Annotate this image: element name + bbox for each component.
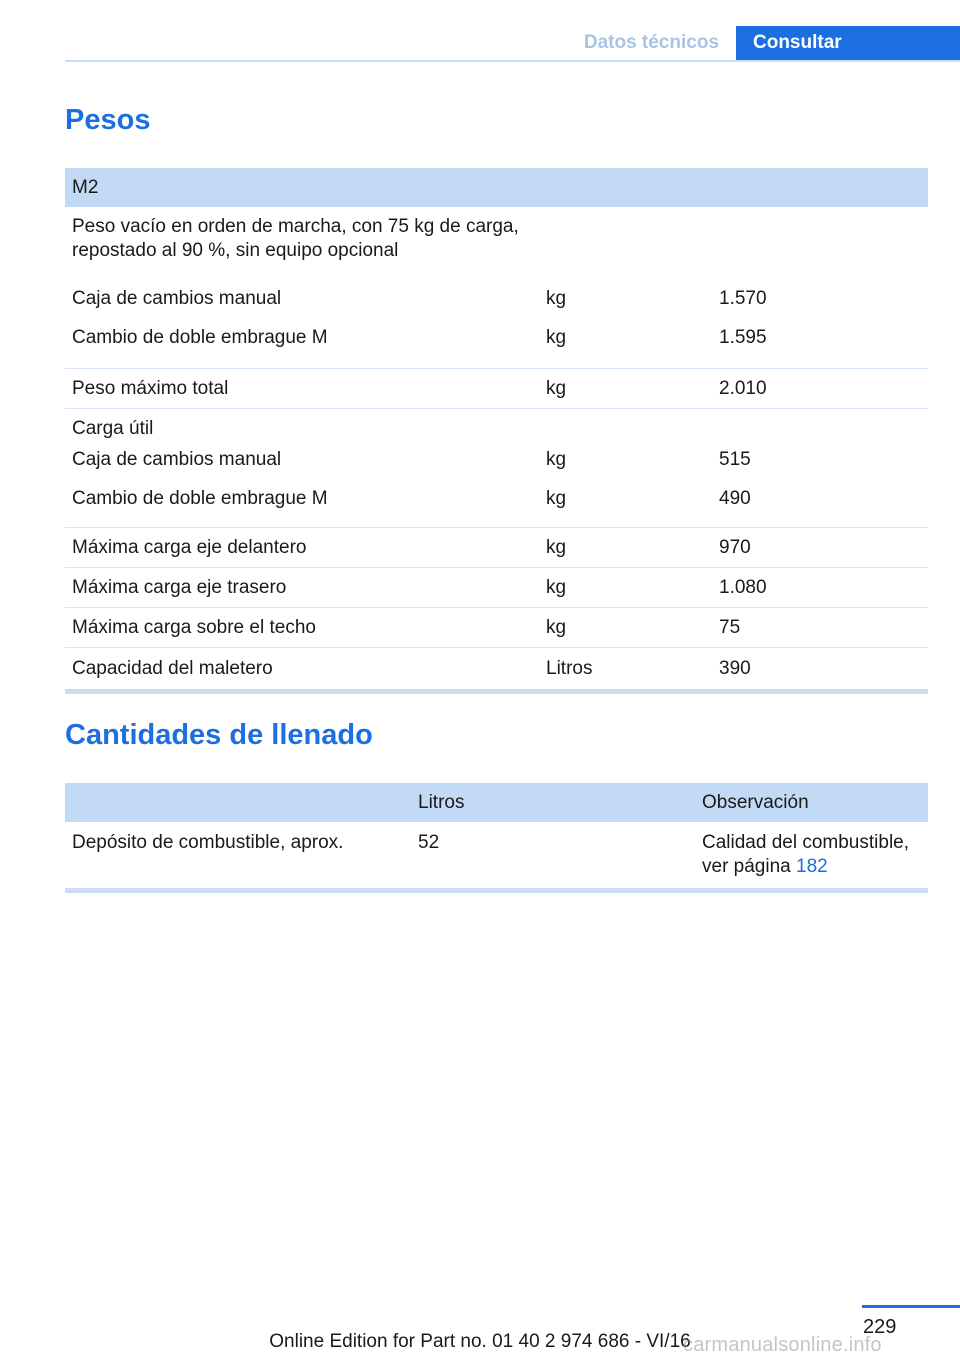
row-value: 515 — [719, 449, 751, 470]
row-value: 490 — [712, 487, 928, 527]
row-unit: Litros — [539, 647, 712, 691]
row-value: 2.010 — [712, 368, 928, 408]
row-label: Máxima carga sobre el techo — [65, 607, 539, 647]
col-header-litros: Litros — [411, 783, 695, 822]
pesos-header-row — [65, 168, 928, 207]
row-unit: kg — [539, 527, 712, 567]
row-unit: kg — [546, 288, 567, 309]
table-row — [65, 487, 928, 527]
row-label: Cambio de doble embrague M — [65, 326, 539, 368]
table-row — [65, 822, 928, 890]
table-row — [65, 368, 928, 408]
table-row — [65, 207, 928, 287]
table-row — [65, 607, 928, 647]
header-divider — [65, 60, 960, 62]
row-unit: kg — [539, 567, 712, 607]
row-label: Caja de cambios manual — [72, 449, 282, 470]
row-label: Caja de cambios manual — [72, 288, 282, 309]
table-row — [65, 567, 928, 607]
row-unit: kg — [539, 487, 712, 527]
row-unit: kg — [539, 607, 712, 647]
cantidades-heading: Cantidades de llenado — [65, 719, 373, 751]
watermark: carmanualsonline.info — [683, 1334, 882, 1356]
edition-footer: Online Edition for Part no. 01 40 2 974 686 - VI/16 — [269, 1331, 691, 1352]
header-section-title: Datos técnicos — [583, 32, 719, 53]
col-header-observacion: Observación — [695, 783, 928, 822]
cantidades-header-row — [65, 783, 928, 822]
row-label: Peso máximo total — [65, 368, 539, 408]
row-label: Máxima carga eje trasero — [65, 567, 539, 607]
row-value: 1.570 — [719, 288, 767, 309]
row-unit: kg — [539, 326, 712, 368]
row-value: 390 — [712, 647, 928, 691]
row-label: Cambio de doble embrague M — [65, 487, 539, 527]
row-observation — [695, 822, 928, 890]
pesos-model: M2 — [65, 168, 539, 207]
page-link[interactable]: 182 — [796, 856, 828, 877]
row-value: 75 — [712, 607, 928, 647]
table-row — [65, 448, 928, 487]
observation-text: Calidad del combustible, ver página — [702, 832, 910, 877]
row-value: 970 — [712, 527, 928, 567]
cantidades-table — [65, 783, 928, 893]
pesos-heading: Pesos — [65, 104, 151, 136]
row-label: Carga útil — [72, 417, 154, 439]
table-row — [65, 647, 928, 691]
row-value: 1.080 — [712, 567, 928, 607]
header-tab-consultar[interactable]: Consultar — [736, 26, 960, 60]
page-number: 229 — [863, 1316, 897, 1338]
table-row — [65, 408, 928, 448]
row-label: Depósito de combustible, aprox. — [65, 822, 411, 890]
page-number-rule — [862, 1305, 960, 1308]
table-row — [65, 287, 928, 326]
table-row — [65, 527, 928, 567]
row-value: 1.595 — [712, 326, 928, 368]
row-label: Máxima carga eje delantero — [65, 527, 539, 567]
row-label: Peso vacío en orden de marcha, con 75 kg de carga, repostado al 90 %, sin equipo opcional — [72, 216, 519, 261]
table-row — [65, 326, 928, 368]
row-unit: kg — [539, 368, 712, 408]
row-unit: kg — [546, 449, 567, 470]
pesos-table — [65, 168, 928, 694]
row-value: 52 — [411, 822, 695, 890]
row-label: Capacidad del maletero — [65, 647, 539, 691]
